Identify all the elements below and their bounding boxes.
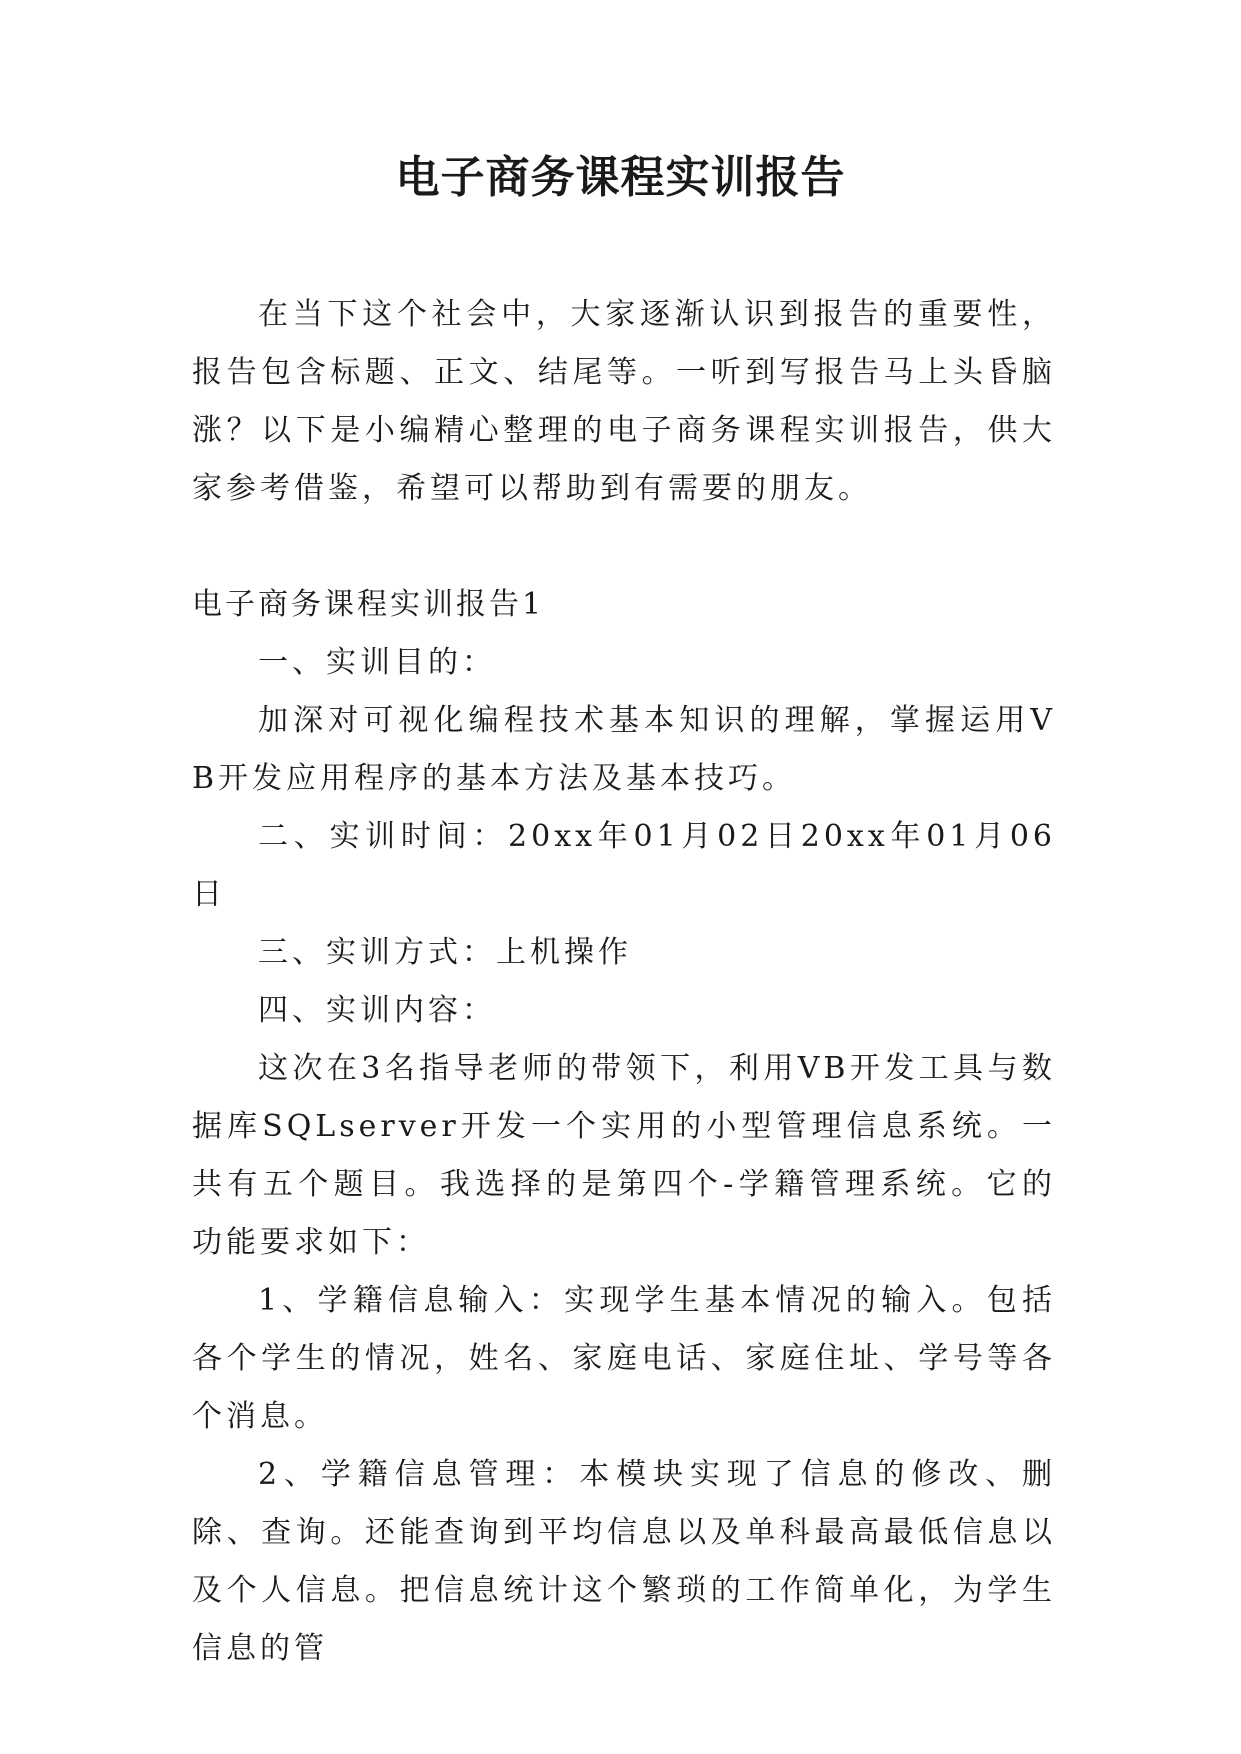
list-item-1: 1、学籍信息输入：实现学生基本情况的输入。包括各个学生的情况，姓名、家庭电话、家庭住址、学号等各个消息。 bbox=[192, 1283, 1056, 1434]
purpose-paragraph: 加深对可视化编程技术基本知识的理解，掌握运用VB开发应用程序的基本方法及基本技巧。 bbox=[192, 703, 1056, 796]
content-paragraph: 这次在3名指导老师的带领下，利用VB开发工具与数据库SQLserver开发一个实用的小型管理信息系统。一共有五个题目。我选择的是第四个-学籍管理系统。它的功能要求如下： bbox=[192, 1051, 1056, 1260]
content-heading: 四、实训内容： bbox=[258, 993, 496, 1028]
spacer bbox=[192, 518, 1056, 576]
section-title: 电子商务课程实训报告1 bbox=[192, 587, 545, 622]
document-body bbox=[192, 286, 1056, 1678]
document-title: 电子商务课程实训报告 bbox=[395, 152, 846, 203]
time-line: 二、实训时间：20xx年01月02日20xx年01月06日 bbox=[192, 819, 1056, 912]
method-line: 三、实训方式：上机操作 bbox=[258, 935, 632, 970]
purpose-heading: 一、实训目的： bbox=[258, 645, 496, 680]
list-item-2: 2、学籍信息管理：本模块实现了信息的修改、删除、查询。还能查询到平均信息以及单科最高最低信息以及个人信息。把信息统计这个繁琐的工作简单化，为学生信息的管 bbox=[192, 1457, 1056, 1666]
intro-paragraph: 在当下这个社会中，大家逐渐认识到报告的重要性，报告包含标题、正文、结尾等。一听到写报告马上头昏脑涨？以下是小编精心整理的电子商务课程实训报告，供大家参考借鉴，希望可以帮助到有需要的朋友。 bbox=[192, 297, 1056, 506]
